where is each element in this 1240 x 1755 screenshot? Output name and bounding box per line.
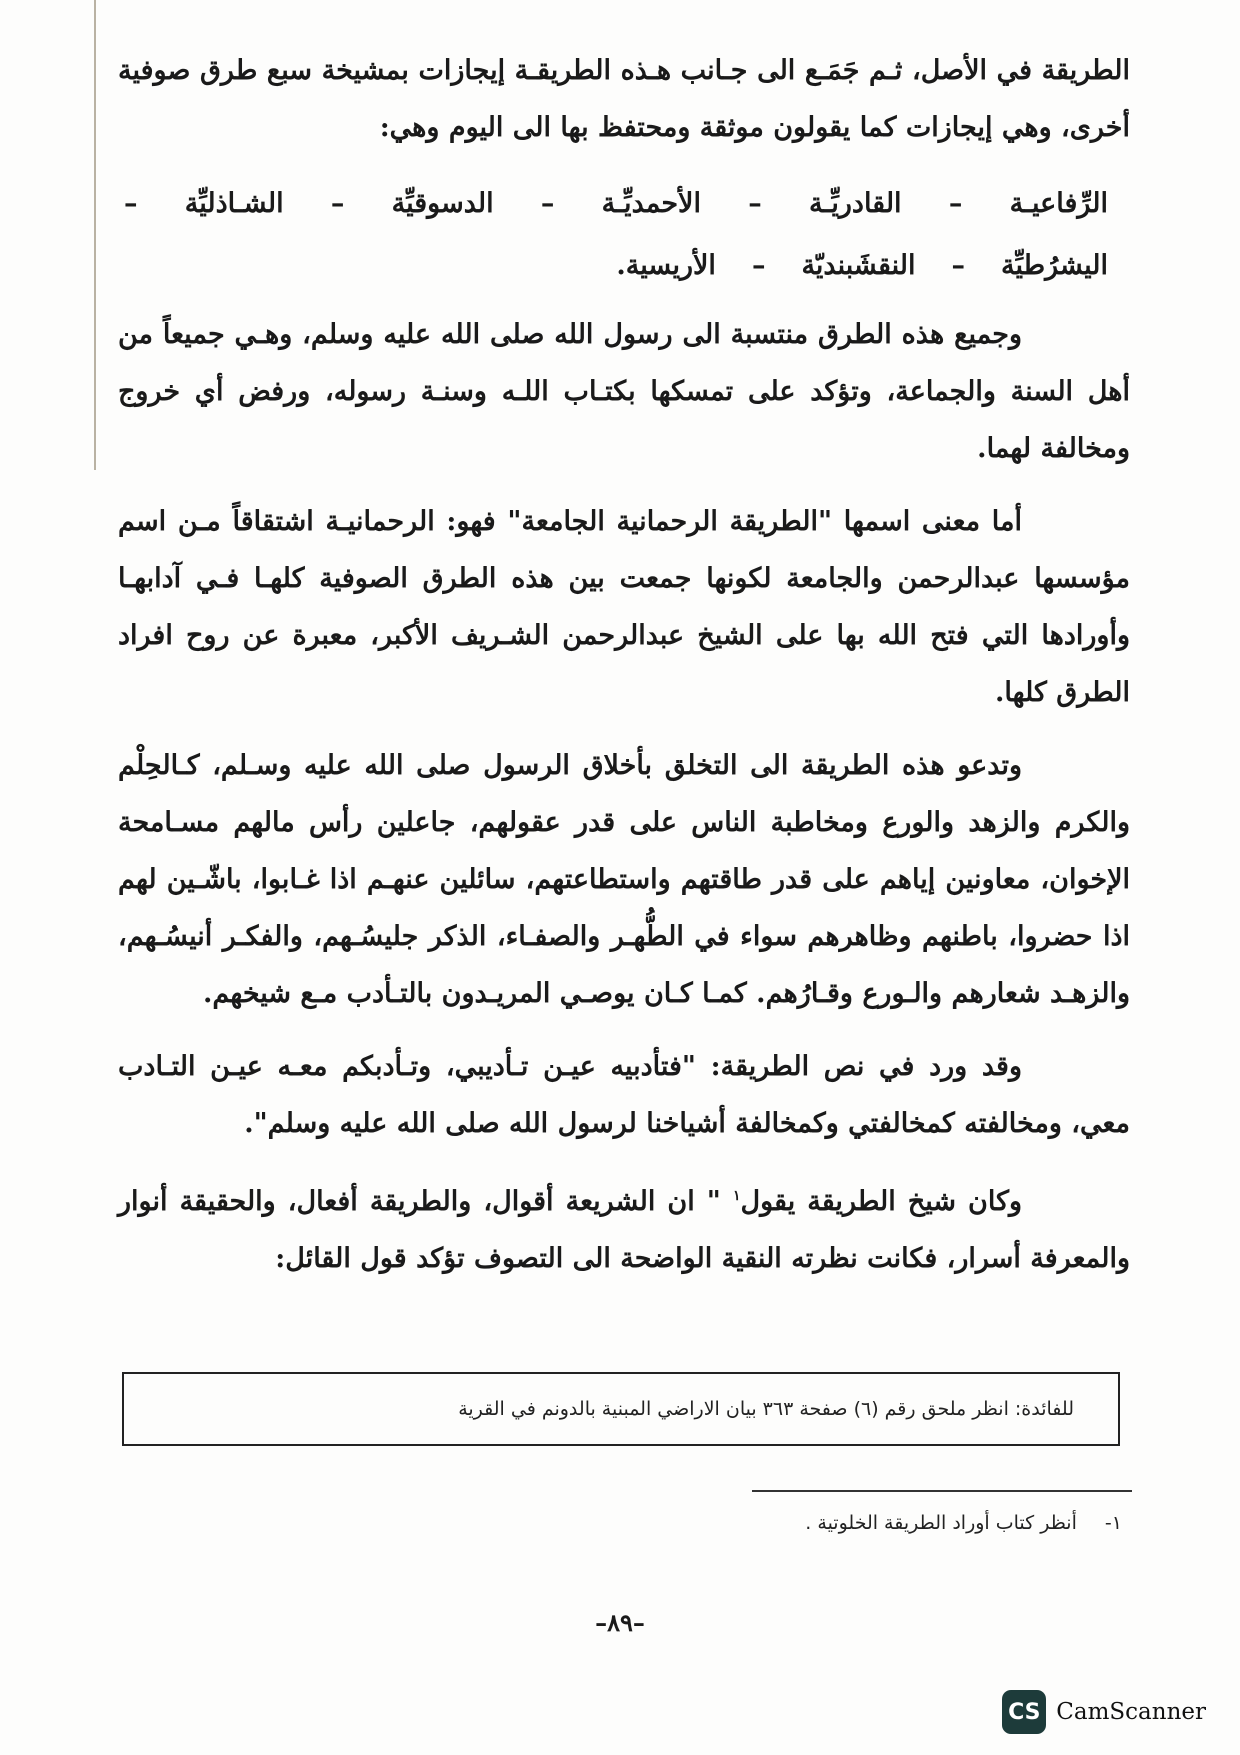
page-number: –٨٩– <box>595 1608 645 1637</box>
footnote-reference: ١ <box>732 1188 741 1204</box>
camscanner-watermark <box>1002 1688 1206 1736</box>
order-item: الأحمديِّـة <box>601 187 701 219</box>
order-item: الأريسية. <box>616 249 716 281</box>
footnote-text: أنظر كتاب أوراد الطريقة الخلوتية . <box>805 1512 1077 1534</box>
footnote-number: ١- <box>1104 1512 1122 1534</box>
paragraph-6-start: وكان شيخ الطريقة يقول <box>740 1186 1022 1217</box>
order-separator: – <box>540 187 555 219</box>
camscanner-logo-icon: CS <box>1002 1690 1046 1734</box>
note-box <box>122 1372 1120 1446</box>
footnote <box>805 1512 1122 1534</box>
order-separator: – <box>330 187 345 219</box>
paragraph-6-end: " ان الشريعة أقوال، والطريقة أفعال، والحقيقة أنوار والمعرفة أسرار، فكانت نظرته النقية الواضحة الى التصوف تؤكد قول القائل: <box>118 1186 1130 1274</box>
order-item: الدسوقيِّة <box>391 187 494 219</box>
order-separator: – <box>748 187 762 219</box>
orders-row-1 <box>118 172 1130 234</box>
paragraph-2: وجميع هذه الطرق منتسبة الى رسول الله صلى الله عليه وسلم، وهـي جميعاً من أهل السنة والجماعة، وتؤكد على تمسكها بكتـاب اللـه وسنـة رسوله، ورفض أي خروج ومخالفة لهما. <box>118 319 1130 464</box>
paragraph-4: وتدعو هذه الطريقة الى التخلق بأخلاق الرسول صلى الله عليه وسـلم، كـالحِلْم والكرم والزهد والورع ومخاطبة الناس على قدر عقولهم، جاعلين رأس مالهم مسـامحة الإخوان، معاونين إياهم على قدر طاقتهم واستطاعتهم، سائلين عنهـم اذا غـابوا، باشّـين لهم اذا حضروا، باطنهم وظاهرهم سواء في الطُّهـر والصفـاء، الذكر جليسُـهم، والفكـر أنيسُـهم، والزهـد شعارهم والـورع وقـارُهم. كمـا كـان يوصـي المريـدون بالتـأدب مـع شيخهم. <box>118 750 1130 1009</box>
page-edge-shadow <box>94 0 96 470</box>
note-box-text: للفائدة: انظر ملحق رقم (٦) صفحة ٣٦٣ بيان الاراضي المبنية بالدونم في القرية <box>458 1398 1074 1420</box>
orders-row-2 <box>118 234 1130 296</box>
order-item: الرِّفاعيـة <box>1009 187 1108 219</box>
paragraph-6 <box>118 1168 1130 1287</box>
order-item: اليشرُطيِّة <box>1001 249 1108 281</box>
order-separator: – <box>948 187 963 219</box>
order-item: النقشَبنديّة <box>801 249 916 281</box>
paragraph-1: الطريقة في الأصل، ثـم جَمَـع الى جـانب هـذه الطريقـة إيجازات بمشيخة سبع طرق صوفية أخرى، وهي إيجازات كما يقولون موثقة ومحتفظ بها الى اليوم وهي: <box>118 55 1130 143</box>
order-separator: – <box>751 249 766 281</box>
order-separator: – <box>124 187 138 219</box>
order-item: القادريِّـة <box>808 187 902 219</box>
paragraph-5: وقد ورد في نص الطريقة: "فتأدبيه عيـن تـأديبي، وتـأدبكم معـه عيـن التـادب معي، ومخالفته كمخالفتي وكمخالفة أشياخنا لرسول الله صلى الله عليه وسلم". <box>118 1051 1130 1139</box>
footnote-divider <box>752 1490 1132 1492</box>
paragraph-3: أما معنى اسمها "الطريقة الرحمانية الجامعة" فهو: الرحمانيـة اشتقاقاً مـن اسم مؤسسها عبدالرحمن والجامعة لكونها جمعت بين هذه الطرق الصوفية كلهـا فـي آدابهـا وأورادها التي فتح الله بها على الشيخ عبدالرحمن الشـريف الأكبر، معبرة عن روح افراد الطرق كلها. <box>118 506 1130 708</box>
camscanner-name: CamScanner <box>1056 1699 1206 1725</box>
order-separator: – <box>951 249 966 281</box>
sufi-orders-list <box>118 172 1130 296</box>
body-text <box>118 42 1130 1303</box>
order-item: الشـاذليِّة <box>184 187 284 219</box>
